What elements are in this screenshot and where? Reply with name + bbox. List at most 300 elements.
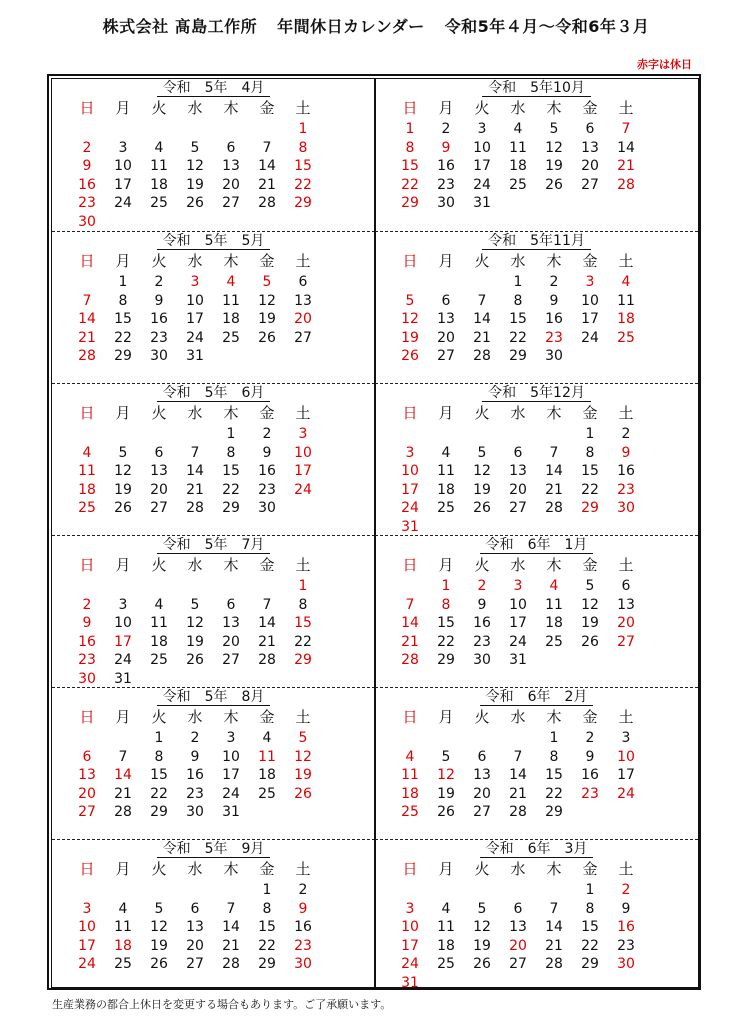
day-cell: 20 [222, 176, 240, 193]
day-cell: 6 [585, 121, 595, 137]
month-block [52, 839, 375, 991]
weekday-sun: 日 [402, 556, 418, 574]
day-cell: 29 [437, 652, 455, 668]
day-cell: 4 [154, 139, 164, 156]
day-cell: 25 [150, 652, 168, 668]
day-holiday: 1 [298, 578, 308, 594]
day-cell: 26 [114, 500, 132, 516]
weekday-thu: 木 [546, 708, 562, 726]
weekday-thu: 木 [546, 860, 562, 878]
day-cell: 13 [437, 311, 455, 327]
day-cell: 26 [581, 633, 599, 650]
day-cell: 21 [473, 329, 491, 346]
day-cell: 14 [509, 767, 527, 783]
day-holiday: 17 [401, 937, 419, 954]
day-holiday: 24 [78, 956, 96, 972]
day-cell: 31 [222, 804, 240, 820]
day-cell: 9 [621, 900, 631, 917]
day-holiday: 12 [294, 748, 312, 765]
month-title: 令和 5年 4月 [157, 80, 271, 97]
day-holiday: 31 [401, 518, 419, 535]
weekday-sat: 土 [618, 404, 634, 422]
day-cell: 29 [114, 348, 132, 364]
month-title-row [52, 841, 375, 858]
day-cell: 17 [617, 767, 635, 783]
day-cell: 7 [262, 139, 272, 156]
day-holiday: 8 [405, 139, 415, 156]
weekday-mon: 月 [438, 404, 454, 422]
day-cell: 3 [477, 121, 487, 137]
day-cell: 19 [186, 633, 204, 650]
month-title: 令和 6年 1月 [480, 537, 594, 554]
day-cell: 8 [549, 748, 559, 765]
weekday-thu: 木 [223, 556, 239, 574]
month-block [52, 687, 375, 839]
day-cell: 29 [545, 804, 563, 820]
day-cell: 13 [222, 615, 240, 631]
day-cell: 30 [545, 348, 563, 364]
day-holiday: 14 [114, 767, 132, 783]
day-cell: 27 [509, 956, 527, 972]
day-holiday: 8 [441, 596, 451, 613]
month-block [375, 535, 698, 687]
day-holiday: 7 [82, 292, 92, 309]
day-cell: 12 [114, 463, 132, 479]
day-holiday: 9 [82, 615, 92, 631]
weekday-tue: 火 [151, 860, 167, 878]
weekday-wed: 水 [187, 99, 203, 117]
month-title-row [375, 841, 698, 858]
weekday-sat: 土 [295, 252, 311, 270]
day-cell: 13 [509, 919, 527, 935]
day-cell: 21 [114, 785, 132, 802]
day-cell: 13 [150, 463, 168, 479]
day-cell: 12 [473, 463, 491, 479]
day-cell: 21 [258, 633, 276, 650]
day-cell: 7 [549, 444, 559, 461]
day-cell: 25 [222, 329, 240, 346]
day-cell: 31 [114, 670, 132, 687]
weekday-sun: 日 [79, 556, 95, 574]
day-holiday: 29 [401, 195, 419, 211]
weekday-sun: 日 [79, 860, 95, 878]
day-cell: 2 [298, 882, 308, 898]
day-holiday: 8 [298, 139, 308, 156]
day-holiday: 11 [401, 767, 419, 783]
day-cell: 4 [513, 121, 523, 137]
weekday-thu: 木 [223, 708, 239, 726]
day-cell: 10 [114, 615, 132, 631]
day-cell: 13 [294, 292, 312, 309]
weekday-sun: 日 [79, 404, 95, 422]
document-title: 年間休日カレンダー [277, 17, 425, 36]
page-title [0, 14, 752, 37]
weekday-fri: 金 [259, 99, 275, 117]
day-holiday: 20 [509, 937, 527, 954]
day-holiday: 25 [617, 329, 635, 346]
day-cell: 28 [186, 500, 204, 516]
day-cell: 22 [258, 937, 276, 954]
day-cell: 1 [585, 426, 595, 442]
day-holiday: 14 [401, 615, 419, 631]
weekday-mon: 月 [438, 860, 454, 878]
day-cell: 20 [509, 481, 527, 498]
day-holiday: 4 [82, 444, 92, 461]
day-cell: 17 [186, 311, 204, 327]
weekday-fri: 金 [582, 99, 598, 117]
day-cell: 9 [154, 292, 164, 309]
month-title: 令和 5年 5月 [157, 233, 271, 250]
day-holiday: 23 [545, 329, 563, 346]
day-holiday: 16 [78, 633, 96, 650]
day-holiday: 9 [441, 139, 451, 156]
weekday-sat: 土 [618, 252, 634, 270]
day-cell: 20 [150, 481, 168, 498]
day-holiday: 18 [78, 481, 96, 498]
day-cell: 27 [150, 500, 168, 516]
weekday-fri: 金 [582, 708, 598, 726]
day-cell: 10 [186, 292, 204, 309]
day-holiday: 19 [401, 329, 419, 346]
weekday-wed: 水 [187, 860, 203, 878]
day-cell: 11 [509, 139, 527, 156]
day-cell: 23 [258, 481, 276, 498]
day-cell: 30 [437, 195, 455, 211]
day-holiday: 30 [617, 956, 635, 972]
day-holiday: 17 [78, 937, 96, 954]
day-cell: 20 [222, 633, 240, 650]
day-cell: 16 [617, 463, 635, 479]
day-cell: 30 [150, 348, 168, 364]
holiday-legend: 赤字は休日 [637, 58, 692, 71]
weekday-tue: 火 [474, 860, 490, 878]
day-cell: 23 [437, 176, 455, 193]
day-cell: 5 [585, 578, 595, 594]
day-cell: 24 [509, 633, 527, 650]
weekday-wed: 水 [187, 708, 203, 726]
day-cell: 28 [473, 348, 491, 364]
day-holiday: 31 [401, 974, 419, 991]
day-cell: 18 [437, 937, 455, 954]
day-cell: 18 [545, 615, 563, 631]
day-cell: 26 [258, 329, 276, 346]
day-holiday: 10 [401, 463, 419, 479]
day-holiday: 29 [581, 500, 599, 516]
day-holiday: 7 [621, 121, 631, 137]
day-cell: 4 [441, 444, 451, 461]
day-cell: 1 [585, 882, 595, 898]
month-title-row [375, 537, 698, 554]
month-title: 令和 5年 6月 [157, 385, 271, 402]
day-cell: 18 [509, 158, 527, 174]
day-cell: 27 [222, 652, 240, 668]
day-cell: 27 [222, 195, 240, 211]
month-block [375, 79, 698, 231]
day-cell: 27 [581, 176, 599, 193]
day-cell: 28 [114, 804, 132, 820]
day-cell: 16 [473, 615, 491, 631]
weekday-sat: 土 [295, 708, 311, 726]
day-cell: 22 [545, 785, 563, 802]
day-holiday: 4 [226, 274, 236, 290]
day-cell: 31 [186, 348, 204, 364]
day-cell: 17 [114, 176, 132, 193]
day-holiday: 23 [617, 481, 635, 498]
weekday-thu: 木 [223, 860, 239, 878]
day-cell: 27 [186, 956, 204, 972]
day-cell: 24 [581, 329, 599, 346]
day-cell: 19 [473, 937, 491, 954]
day-cell: 19 [186, 176, 204, 193]
weekday-mon: 月 [115, 404, 131, 422]
day-cell: 3 [118, 596, 128, 613]
month-title: 令和 5年10月 [482, 80, 591, 97]
day-holiday: 1 [441, 578, 451, 594]
month-title-row [375, 385, 698, 402]
day-cell: 15 [437, 615, 455, 631]
day-cell: 7 [513, 748, 523, 765]
day-cell: 8 [262, 900, 272, 917]
day-cell: 6 [298, 274, 308, 290]
weekday-fri: 金 [582, 556, 598, 574]
day-cell: 6 [513, 444, 523, 461]
day-cell: 1 [549, 730, 559, 746]
month-title-row [52, 233, 375, 250]
day-cell: 2 [585, 730, 595, 746]
day-cell: 1 [226, 426, 236, 442]
month-title-row [375, 80, 698, 97]
day-cell: 9 [477, 596, 487, 613]
day-cell: 5 [441, 748, 451, 765]
day-cell: 14 [545, 919, 563, 935]
day-cell: 19 [150, 937, 168, 954]
day-holiday: 4 [621, 274, 631, 290]
day-cell: 30 [258, 500, 276, 516]
day-cell: 3 [621, 730, 631, 746]
weekday-wed: 水 [187, 404, 203, 422]
day-holiday: 24 [617, 785, 635, 802]
day-cell: 12 [258, 292, 276, 309]
day-cell: 6 [226, 596, 236, 613]
day-cell: 22 [114, 329, 132, 346]
day-holiday: 17 [401, 481, 419, 498]
day-cell: 11 [437, 919, 455, 935]
month-title: 令和 5年 8月 [157, 689, 271, 706]
weekday-wed: 水 [510, 860, 526, 878]
day-cell: 20 [437, 329, 455, 346]
month-title-row [52, 80, 375, 97]
calendar-frame [47, 74, 701, 990]
day-cell: 23 [150, 329, 168, 346]
day-holiday: 20 [294, 311, 312, 327]
day-cell: 13 [473, 767, 491, 783]
day-holiday: 21 [617, 158, 635, 174]
day-holiday: 28 [401, 652, 419, 668]
day-holiday: 22 [401, 176, 419, 193]
company-name: 株式会社 髙島工作所 [102, 17, 258, 36]
weekday-fri: 金 [259, 708, 275, 726]
day-holiday: 21 [401, 633, 419, 650]
day-cell: 25 [114, 956, 132, 972]
day-cell: 6 [513, 900, 523, 917]
day-cell: 8 [226, 444, 236, 461]
day-holiday: 6 [82, 748, 92, 765]
day-cell: 3 [226, 730, 236, 746]
weekday-sun: 日 [402, 252, 418, 270]
day-holiday: 2 [82, 596, 92, 613]
day-cell: 10 [581, 292, 599, 309]
day-cell: 19 [473, 481, 491, 498]
month-block [375, 231, 698, 383]
day-holiday: 5 [405, 292, 415, 309]
day-holiday: 28 [78, 348, 96, 364]
calendar-column-right [374, 78, 699, 991]
day-cell: 28 [222, 956, 240, 972]
day-holiday: 3 [190, 274, 200, 290]
month-block [52, 79, 375, 231]
weekday-sat: 土 [295, 99, 311, 117]
day-cell: 2 [549, 274, 559, 290]
day-cell: 22 [581, 937, 599, 954]
day-holiday: 15 [401, 158, 419, 174]
month-title: 令和 6年 2月 [480, 689, 594, 706]
month-title: 令和 5年12月 [482, 385, 591, 402]
day-cell: 26 [545, 176, 563, 193]
day-cell: 21 [186, 481, 204, 498]
day-cell: 21 [222, 937, 240, 954]
day-cell: 24 [114, 195, 132, 211]
day-cell: 9 [190, 748, 200, 765]
day-cell: 28 [258, 652, 276, 668]
month-title: 令和 5年 9月 [157, 841, 271, 858]
day-cell: 14 [222, 919, 240, 935]
day-cell: 15 [509, 311, 527, 327]
day-cell: 6 [441, 292, 451, 309]
day-cell: 17 [222, 767, 240, 783]
weekday-sat: 土 [618, 99, 634, 117]
day-holiday: 20 [78, 785, 96, 802]
month-title-row [52, 537, 375, 554]
day-holiday: 30 [78, 213, 96, 230]
day-holiday: 24 [294, 481, 312, 498]
day-cell: 16 [437, 158, 455, 174]
month-block [52, 383, 375, 535]
weekday-wed: 水 [510, 708, 526, 726]
day-cell: 25 [545, 633, 563, 650]
day-cell: 6 [154, 444, 164, 461]
day-cell: 10 [509, 596, 527, 613]
day-holiday: 30 [78, 670, 96, 687]
day-cell: 6 [621, 578, 631, 594]
day-cell: 8 [585, 900, 595, 917]
day-holiday: 20 [617, 615, 635, 631]
day-holiday: 4 [405, 748, 415, 765]
weekday-tue: 火 [151, 252, 167, 270]
weekday-mon: 月 [438, 252, 454, 270]
day-cell: 1 [154, 730, 164, 746]
day-cell: 24 [114, 652, 132, 668]
weekday-sat: 土 [295, 556, 311, 574]
day-cell: 25 [150, 195, 168, 211]
day-cell: 28 [545, 500, 563, 516]
day-cell: 11 [437, 463, 455, 479]
day-cell: 12 [186, 158, 204, 174]
day-cell: 5 [549, 121, 559, 137]
weekday-mon: 月 [115, 99, 131, 117]
weekday-sat: 土 [618, 556, 634, 574]
day-cell: 5 [190, 139, 200, 156]
day-cell: 16 [294, 919, 312, 935]
day-cell: 14 [617, 139, 635, 156]
day-holiday: 18 [401, 785, 419, 802]
day-holiday: 9 [621, 444, 631, 461]
day-cell: 8 [298, 596, 308, 613]
day-cell: 8 [118, 292, 128, 309]
weekday-tue: 火 [151, 404, 167, 422]
day-cell: 24 [473, 176, 491, 193]
day-cell: 21 [509, 785, 527, 802]
day-cell: 6 [190, 900, 200, 917]
day-holiday: 19 [294, 767, 312, 783]
day-holiday: 18 [114, 937, 132, 954]
day-cell: 27 [473, 804, 491, 820]
day-cell: 19 [258, 311, 276, 327]
month-title-row [375, 233, 698, 250]
day-holiday: 3 [585, 274, 595, 290]
day-cell: 29 [150, 804, 168, 820]
day-holiday: 24 [401, 500, 419, 516]
day-holiday: 1 [405, 121, 415, 137]
day-holiday: 11 [258, 748, 276, 765]
day-holiday: 10 [78, 919, 96, 935]
day-cell: 13 [581, 139, 599, 156]
day-cell: 16 [186, 767, 204, 783]
weekday-sun: 日 [402, 860, 418, 878]
day-cell: 4 [441, 900, 451, 917]
day-cell: 13 [186, 919, 204, 935]
day-cell: 22 [437, 633, 455, 650]
day-cell: 11 [150, 158, 168, 174]
day-cell: 9 [585, 748, 595, 765]
day-cell: 26 [186, 195, 204, 211]
weekday-tue: 火 [474, 99, 490, 117]
day-holiday: 26 [401, 348, 419, 364]
day-cell: 28 [545, 956, 563, 972]
weekday-wed: 水 [510, 404, 526, 422]
month-block [52, 231, 375, 383]
day-cell: 26 [150, 956, 168, 972]
day-holiday: 3 [405, 900, 415, 917]
weekday-thu: 木 [223, 99, 239, 117]
weekday-thu: 木 [546, 404, 562, 422]
day-holiday: 21 [78, 329, 96, 346]
weekday-sun: 日 [402, 708, 418, 726]
day-cell: 20 [473, 785, 491, 802]
day-holiday: 16 [617, 919, 635, 935]
day-cell: 10 [473, 139, 491, 156]
day-cell: 15 [581, 919, 599, 935]
day-holiday: 1 [298, 121, 308, 137]
weekday-sat: 土 [295, 860, 311, 878]
weekday-thu: 木 [223, 252, 239, 270]
day-cell: 19 [545, 158, 563, 174]
day-cell: 12 [545, 139, 563, 156]
day-cell: 2 [262, 426, 272, 442]
weekday-fri: 金 [582, 860, 598, 878]
day-holiday: 10 [294, 444, 312, 461]
weekday-tue: 火 [151, 99, 167, 117]
day-cell: 14 [186, 463, 204, 479]
